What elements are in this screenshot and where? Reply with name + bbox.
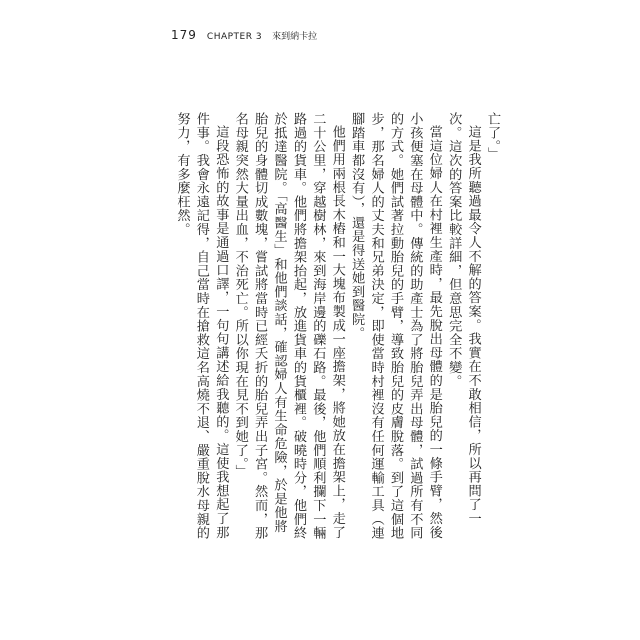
chapter-title: 來到納卡拉 xyxy=(272,32,318,42)
paragraph: 這段恐怖的故事是通過口譯，一句句講述給我聽的。這使我想起了那件事。我會永遠記得，自己當時在搶救這名高燒不退、嚴重脫水母親的努力，有多麼枉然。 xyxy=(174,112,229,540)
body-text xyxy=(174,112,502,540)
paragraph: 當這位婦人在村裡生產時，最先脫出母體的是胎兒的一條手臂，然後小孩便塞在母體中。傳統的助產士為了將胎兒弄出母體，試過所有不同的方式。她們試著拉動胎兒的手臂，導致胎兒的皮膚脫落。到了這個地步，那名婦人的丈夫和兄弟決定，即使當時村裡沒有任何運輸工具（連腳踏車都沒有），還是得送她到醫院。 xyxy=(349,112,442,540)
chapter-label: CHAPTER 3 xyxy=(206,32,263,42)
paragraph: 亡了。」 xyxy=(485,112,500,161)
paragraph: 這是我所聽過最令人不解的答案。我實在不敢相信，所以再問了一次。這次的答案比較詳細，但意思完全不變。 xyxy=(446,112,481,526)
paragraph: 他們用兩根長木樁和一大塊布製成一座擔架，將她放在擔架上，走了二十公里，穿越樹林，來到海岸邊的礫石路。最後，他們順利攔下一輛路過的貨車。他們將擔架抬起，放進貨車的貨櫃裡。破曉時分，他們終於抵達醫院。「高醫生」和他們談話，確認婦人有生命危險，於是他將胎兒的身體切成數塊，嘗試將當時已經夭折的胎兒弄出子宮。然而，那名母親突然大量出血，不治死亡。所以你現在見不到她了。」 xyxy=(232,112,345,540)
running-header xyxy=(171,28,317,42)
page-number: 179 xyxy=(171,28,197,42)
